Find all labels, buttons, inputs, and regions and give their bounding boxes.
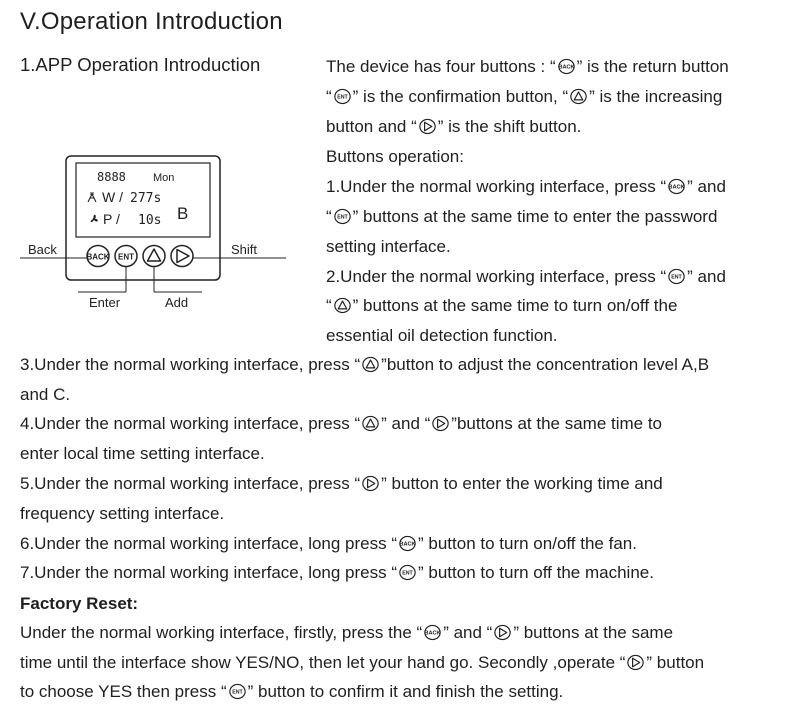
item-4: 4.Under the normal working interface, press “ ” and “ ”buttons at the same time to <box>20 414 663 433</box>
factory-reset-title: Factory Reset: <box>20 594 139 613</box>
svg-text:BACK: BACK <box>86 252 110 262</box>
shift-icon <box>432 415 449 432</box>
shift-icon <box>494 624 511 641</box>
up-icon <box>334 297 351 314</box>
ent-icon <box>334 208 351 225</box>
back-icon <box>668 178 685 195</box>
intro-line-7: setting interface. <box>326 237 451 256</box>
label-shift: Shift <box>231 242 258 257</box>
screen-pause-value: 10s <box>138 213 162 228</box>
screen-work-label: W / <box>102 189 123 205</box>
add-button <box>143 246 165 267</box>
intro-line-10: essential oil detection function. <box>326 326 558 345</box>
item-4-cont: enter local time setting interface. <box>20 444 265 463</box>
section-heading: V.Operation Introduction <box>20 8 283 35</box>
screen-pause-label: P / <box>103 211 120 227</box>
intro-line-8: 2.Under the normal working interface, press “ ” and <box>326 267 726 286</box>
device-diagram <box>20 150 300 320</box>
shift-icon <box>627 654 644 671</box>
label-add: Add <box>165 295 189 310</box>
item-3: 3.Under the normal working interface, press “ ”button to adjust the concentration level A,B <box>20 355 710 374</box>
factory-line-2: time until the interface show YES/NO, then let your hand go. Secondly ,operate “ ” button <box>20 653 705 672</box>
item-5-cont: frequency setting interface. <box>20 504 225 523</box>
ent-button <box>115 246 137 267</box>
label-enter: Enter <box>89 295 121 310</box>
intro-line-5: 1.Under the normal working interface, press “ ” and <box>326 177 726 196</box>
factory-line-3: to choose YES then press “ ” button to confirm it and finish the setting. <box>20 682 564 701</box>
intro-line-9: “ ” buttons at the same time to turn on/off the <box>326 296 678 315</box>
back-icon <box>399 535 416 552</box>
intro-line-6: “ ” buttons at the same time to enter the password <box>326 207 718 226</box>
item-7: 7.Under the normal working interface, long press “ ” button to turn off the machine. <box>20 563 654 582</box>
back-icon <box>558 58 575 75</box>
svg-text:ENT: ENT <box>118 252 134 262</box>
shift-icon <box>419 118 436 135</box>
screen-day: Mon <box>153 172 175 184</box>
item-5: 5.Under the normal working interface, press “ ” button to enter the working time and <box>20 474 663 493</box>
item-3-cont: and C. <box>20 385 71 404</box>
screen-level: B <box>177 204 189 223</box>
item-6: 6.Under the normal working interface, long press “ ” button to turn on/off the fan. <box>20 534 637 553</box>
up-icon <box>362 415 379 432</box>
subsection-heading: 1.APP Operation Introduction <box>20 54 261 75</box>
intro-line-3: button and “ ” is the shift button. <box>326 117 582 136</box>
intro-line-2: “ ” is the confirmation button, “ ” is the increasing <box>326 87 723 106</box>
intro-line-4: Buttons operation: <box>326 147 464 166</box>
up-icon <box>362 356 379 373</box>
ent-icon <box>334 88 351 105</box>
ent-icon <box>229 683 246 700</box>
back-button <box>86 246 109 267</box>
shift-icon <box>362 475 379 492</box>
ent-icon <box>668 268 685 285</box>
back-icon <box>424 624 441 641</box>
label-back: Back <box>28 242 57 257</box>
screen-time: 8888 <box>97 170 126 184</box>
intro-line-1: The device has four buttons : “ ” is the return button <box>326 57 729 76</box>
factory-line-1: Under the normal working interface, firstly, press the “ ” and “ ” buttons at the same <box>20 623 674 642</box>
shift-button <box>171 246 193 267</box>
ent-icon <box>399 564 416 581</box>
screen-work-value: 277s <box>130 191 162 206</box>
up-icon <box>570 88 587 105</box>
